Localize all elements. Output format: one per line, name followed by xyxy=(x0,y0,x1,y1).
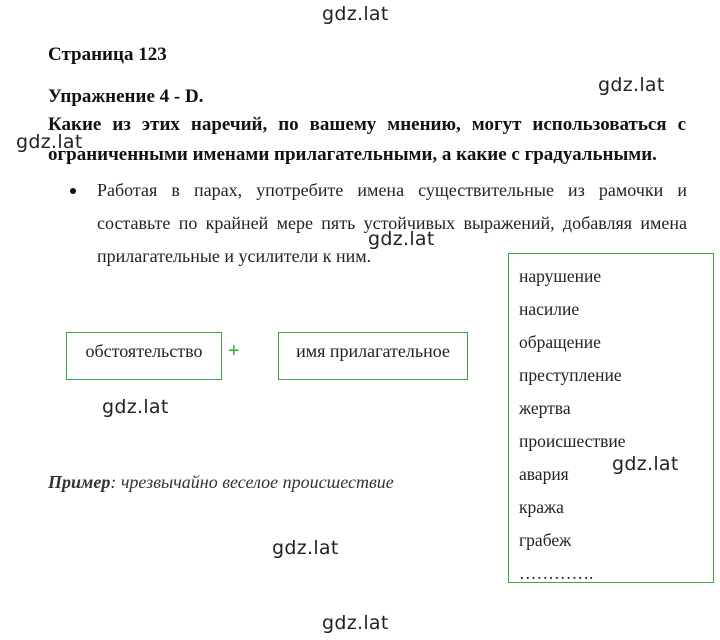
bullet-dot-icon xyxy=(70,188,76,194)
watermark: gdz.lat xyxy=(322,612,389,634)
noun-item: обращение xyxy=(519,332,601,352)
exercise-title: Упражнение 4 - D. xyxy=(48,86,204,107)
watermark: gdz.lat xyxy=(612,453,679,475)
adverb-box-label: обстоятельство xyxy=(85,340,203,361)
watermark: gdz.lat xyxy=(322,3,389,25)
noun-item: преступление xyxy=(519,365,622,385)
noun-list xyxy=(509,254,713,590)
noun-item: грабеж xyxy=(519,530,572,550)
adjective-box xyxy=(278,332,468,380)
question-text: Какие из этих наречий, по вашему мнению, могут использоваться с ограниченными именами прилагательными, а какие с градуальными. xyxy=(48,114,686,165)
watermark: gdz.lat xyxy=(598,74,665,96)
noun-item: кража xyxy=(519,497,564,517)
plus-sign: + xyxy=(228,340,240,362)
noun-item: жертва xyxy=(519,398,571,418)
example-label: Пример xyxy=(48,472,111,492)
example-line xyxy=(48,472,394,493)
noun-box xyxy=(508,253,714,583)
watermark: gdz.lat xyxy=(16,131,83,153)
watermark: gdz.lat xyxy=(272,537,339,559)
adverb-box xyxy=(66,332,222,380)
task-text: Работая в парах, употребите имена существительные из рамочки и составьте по крайней мере пять устойчивых выражений, добавляя имена прилагательные и усилители к ним. xyxy=(97,180,687,266)
noun-item: …………. xyxy=(519,563,594,583)
watermark: gdz.lat xyxy=(368,228,435,250)
noun-item: нарушение xyxy=(519,266,602,286)
noun-item: авария xyxy=(519,464,569,484)
example-text: : чрезвычайно веселое происшествие xyxy=(110,472,394,492)
noun-item: происшествие xyxy=(519,431,626,451)
page-title: Страница 123 xyxy=(48,44,167,65)
noun-item: насилие xyxy=(519,299,580,319)
adjective-box-label: имя прилагательное xyxy=(296,340,450,361)
watermark: gdz.lat xyxy=(102,396,169,418)
